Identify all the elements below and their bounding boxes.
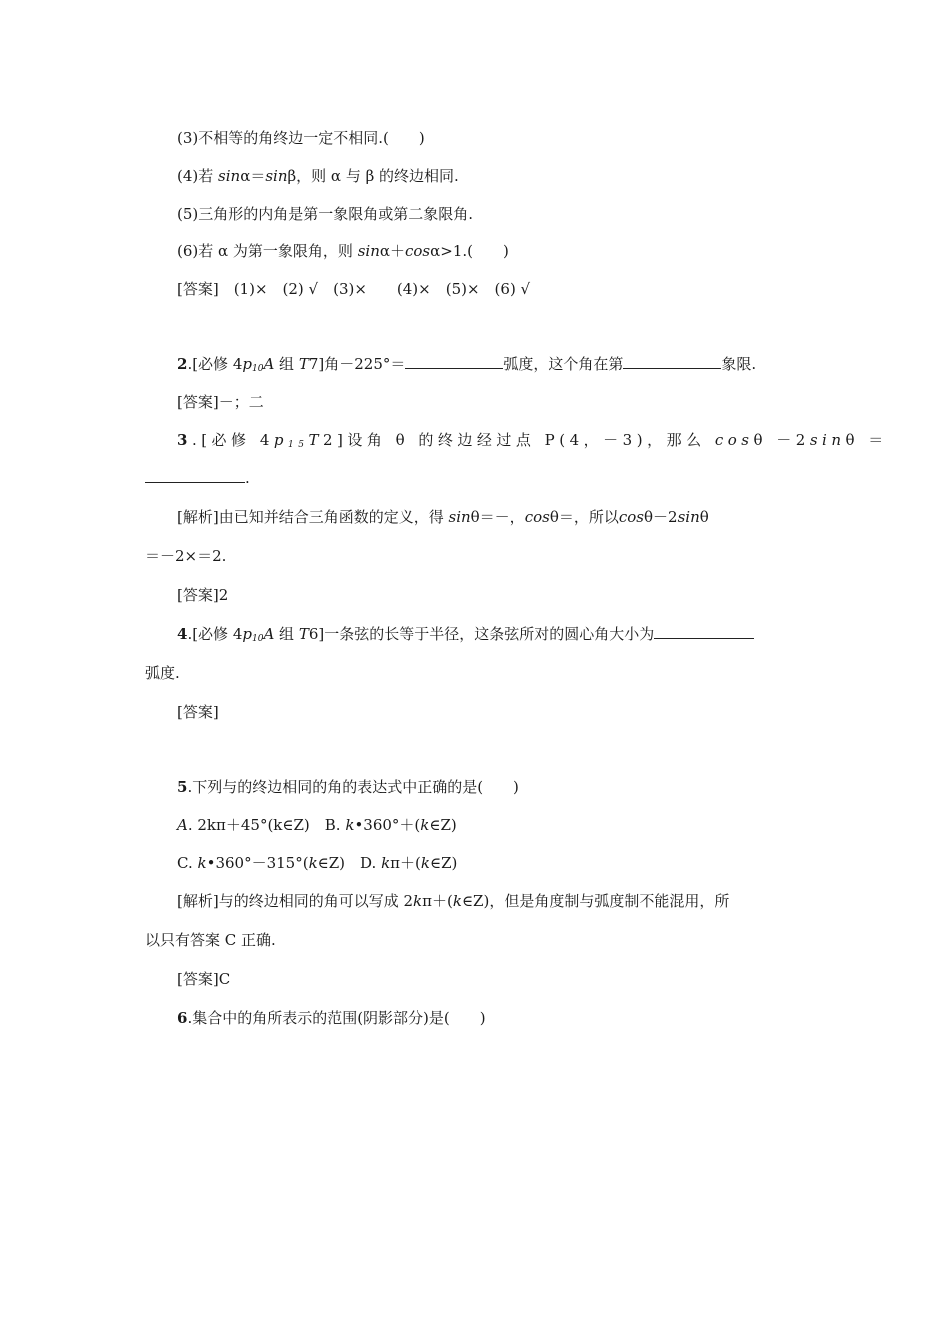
q2-text: 7]角－225°＝	[308, 355, 406, 373]
q5-analysis-text: k	[452, 892, 462, 910]
option-d-text: π＋(	[390, 854, 421, 872]
q2-ref: 组	[274, 355, 299, 373]
q1-item-6-part: α＋	[379, 242, 405, 260]
q4-answer-text: [答案]	[177, 703, 219, 721]
q4-ref: p	[242, 625, 252, 643]
q3-text: 2]设角 θ 的终边经过点 P(4，－3)，那么	[322, 431, 706, 449]
option-b-text: •360°＋(	[354, 816, 421, 834]
q3-analysis-text: θ＝，所以	[549, 508, 619, 526]
sin-symbol: sin	[218, 167, 241, 185]
q1-item-6-part: α>1.( )	[430, 242, 509, 260]
q2-answer-text: [答案]－；二	[177, 393, 264, 411]
q4-ref-subscript: 10	[251, 634, 264, 644]
q5-analysis-text: [解析]与的终边相同的角可以写成 2	[177, 892, 414, 910]
option-a-label: A	[177, 816, 188, 834]
q3-analysis-text: θ	[699, 508, 709, 526]
q2-ref: T	[298, 355, 309, 373]
q3-ref: T	[308, 431, 323, 449]
q1-item-6	[177, 241, 509, 261]
q1-item-3	[177, 128, 425, 148]
q1-item-4-part: (4)若	[177, 167, 214, 185]
q4-ref: T	[298, 625, 309, 643]
q3-question-line2	[145, 468, 250, 488]
q1-item-4-part: β，则 α 与 β 的终边相同.	[287, 167, 459, 185]
q1-item-4	[177, 166, 459, 186]
option-c-text: ∈Z) D.	[317, 854, 377, 872]
q4-ref: A	[263, 625, 275, 643]
sin-symbol: sin	[677, 508, 700, 526]
q3-text: θ －2	[753, 431, 810, 449]
q2-ref-subscript: 10	[251, 364, 264, 374]
q5-question	[177, 777, 519, 797]
q1-item-5	[177, 204, 473, 224]
q5-analysis	[177, 891, 729, 911]
q1-answer	[177, 279, 530, 299]
q3-text: .	[245, 469, 250, 487]
q3-analysis-text: ＝－2×＝2.	[145, 547, 227, 565]
q4-number: 4	[177, 625, 188, 643]
q3-number: 3	[177, 431, 192, 449]
q2-text: 弧度，这个角在第	[503, 355, 624, 373]
q5-analysis-text: ∈Z)，但是角度制与弧度制不能混用，所	[461, 892, 730, 910]
q4-text: 6]一条弦的长等于半径，这条弦所对的圆心角大小为	[308, 625, 655, 643]
q6-stem: .集合中的角所表示的范围(阴影部分)是( )	[187, 1009, 486, 1027]
q5-stem: .下列与的终边相同的角的表达式中正确的是( )	[187, 778, 519, 796]
q5-number: 5	[177, 778, 188, 796]
q2-blank-1[interactable]	[405, 354, 503, 369]
q6-question	[177, 1008, 486, 1028]
q3-analysis-text: θ＝－，	[470, 508, 525, 526]
q3-ref: .[必修 4	[191, 431, 274, 449]
q2-number: 2	[177, 355, 188, 373]
q5-answer	[177, 969, 230, 989]
q3-ref-subscript: 15	[287, 440, 309, 450]
q5-analysis-text: π＋(	[422, 892, 453, 910]
q5-analysis-text: k	[413, 892, 423, 910]
q3-blank[interactable]	[145, 468, 245, 483]
q6-number: 6	[177, 1009, 188, 1027]
option-c-text: •360°－315°(	[206, 854, 309, 872]
q2-blank-2[interactable]	[623, 354, 721, 369]
cos-symbol: cos	[524, 508, 550, 526]
option-b-text: k	[420, 816, 430, 834]
option-b-text: k	[345, 816, 355, 834]
cos-symbol: cos	[714, 431, 754, 449]
option-c-text: k	[308, 854, 318, 872]
q4-blank[interactable]	[654, 624, 754, 639]
q1-item-6-part: (6)若 α 为第一象限角，则	[177, 242, 353, 260]
option-d-text: k	[420, 854, 430, 872]
q3-ref: p	[273, 431, 288, 449]
q4-ref: .[必修 4	[187, 625, 243, 643]
sin-symbol: sin	[809, 431, 846, 449]
option-d-text: ∈Z)	[429, 854, 458, 872]
option-d-text: k	[381, 854, 391, 872]
cos-symbol: cos	[618, 508, 644, 526]
q3-question	[177, 430, 888, 455]
q3-analysis-text: θ－2	[644, 508, 678, 526]
q2-text: 象限.	[721, 355, 757, 373]
q3-answer	[177, 585, 228, 605]
q2-question	[177, 354, 756, 379]
q5-options-ab	[177, 815, 457, 835]
q3-analysis-text: [解析]由已知并结合三角函数的定义，得	[177, 508, 444, 526]
q2-ref: .[必修 4	[187, 355, 243, 373]
q5-analysis-text: 以只有答案 C 正确.	[145, 931, 276, 949]
q3-text: θ ＝	[845, 431, 888, 449]
q1-item-5-text: (5)三角形的内角是第一象限角或第二象限角.	[177, 205, 474, 223]
q2-answer	[177, 392, 264, 412]
sin-symbol: sin	[357, 242, 380, 260]
sin-symbol: sin	[448, 508, 471, 526]
q1-answer-text: [答案] (1)× (2) √ (3)× (4)× (5)× (6) √	[177, 280, 531, 298]
sin-symbol: sin	[265, 167, 288, 185]
q2-ref: A	[263, 355, 275, 373]
q4-text: 弧度.	[145, 664, 180, 682]
q1-item-4-part: α＝	[240, 167, 266, 185]
q4-question-line2	[145, 663, 180, 683]
option-c-text: k	[197, 854, 207, 872]
q4-ref: 组	[274, 625, 299, 643]
q3-answer-text: [答案]2	[177, 586, 229, 604]
q4-answer	[177, 702, 219, 722]
q5-analysis-line2	[145, 930, 276, 950]
cos-symbol: cos	[405, 242, 431, 260]
q4-question	[177, 624, 754, 649]
q3-analysis	[177, 507, 709, 527]
q1-item-3-text: (3)不相等的角终边一定不相同.( )	[177, 129, 425, 147]
q5-answer-text: [答案]C	[177, 970, 231, 988]
option-c-label: C.	[177, 854, 193, 872]
option-a-text: . 2kπ＋45°(k∈Z) B.	[187, 816, 341, 834]
q3-analysis-line2	[145, 546, 226, 566]
option-b-text: ∈Z)	[429, 816, 457, 834]
q2-ref: p	[242, 355, 252, 373]
q5-options-cd	[177, 853, 457, 873]
